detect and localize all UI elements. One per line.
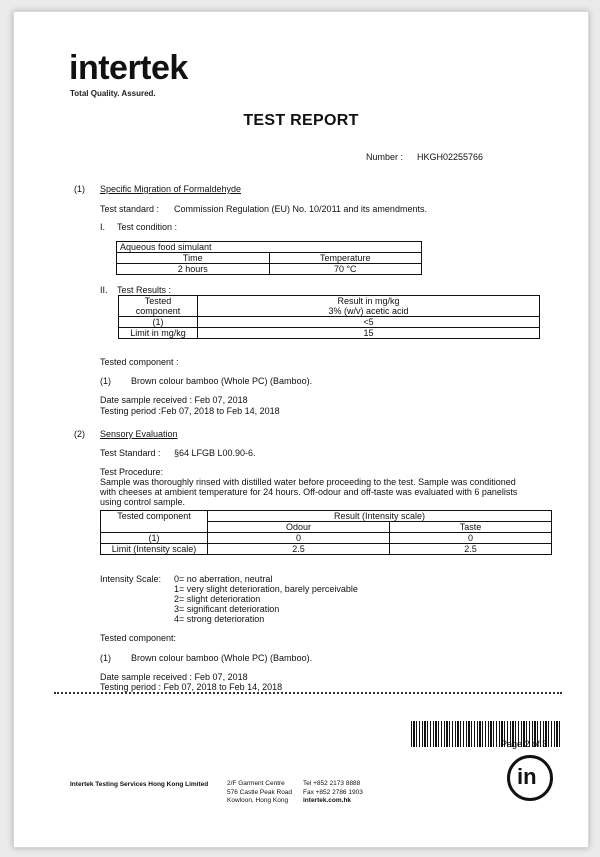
intensity-scale-label: Intensity Scale:	[100, 574, 162, 584]
test-condition-label: Test condition :	[117, 222, 178, 232]
sensory-limit-odour: 2.5	[208, 544, 390, 555]
section2-date-received: Date sample received : Feb 07, 2018	[100, 672, 248, 682]
results-header-component	[119, 296, 198, 317]
sensory-row1-odour: 0	[208, 533, 390, 544]
sensory-limit-taste: 2.5	[390, 544, 552, 555]
footer-website: intertek.com.hk	[303, 797, 352, 804]
sensory-header-taste: Taste	[390, 522, 552, 533]
logo-tagline: Total Quality. Assured.	[70, 89, 156, 98]
results-header-result	[198, 296, 540, 317]
section2-tested-label: Tested component:	[100, 633, 177, 643]
results-header-unit: Result in mg/kg	[337, 296, 400, 306]
results-header-simulant: 3% (w/v) acetic acid	[328, 306, 409, 316]
footer-address-line-1: 2/F Garment Centre	[227, 780, 285, 787]
section2-number: (2)	[74, 429, 85, 439]
condition-table-title: Aqueous food simulant	[117, 242, 422, 253]
sensory-row1-component: (1)	[101, 533, 208, 544]
intensity-scale-item-0: 0= no aberration, neutral	[174, 574, 273, 584]
section1-standard-value: Commission Regulation (EU) No. 10/2011 and its amendments.	[174, 204, 427, 214]
footer-company-name: Intertek Testing Services Hong Kong Limited	[70, 781, 209, 788]
sensory-header-component: Tested component	[101, 511, 208, 533]
intensity-scale-item-1: 1= very slight deterioration, barely perceivable	[174, 584, 358, 594]
section1-date-received: Date sample received : Feb 07, 2018	[100, 395, 248, 405]
procedure-line-2: with cheeses at ambient temperature for 24 hours. Off-odour and off-taste was evaluated with 6 panelists	[100, 487, 518, 497]
results-row1-value: <5	[198, 317, 540, 328]
footer-contact	[303, 780, 363, 806]
procedure-line-3: using control sample.	[100, 497, 186, 507]
footer-fax: Fax +852 2786 1903	[303, 788, 363, 796]
in-icon-text: in	[517, 764, 537, 789]
report-page	[13, 11, 589, 848]
intensity-scale-item-3: 3= significant deterioration	[174, 604, 280, 614]
test-results-number: II.	[100, 285, 108, 295]
footer-address	[227, 780, 292, 806]
test-condition-table	[116, 241, 422, 275]
section2-heading: Sensory Evaluation	[100, 429, 178, 439]
report-number-value: HKGH02255766	[417, 152, 484, 162]
footer-address-line-3: Kowloon, Hong Kong	[227, 797, 289, 804]
section1-heading: Specific Migration of Formaldehyde	[100, 184, 242, 194]
procedure-line-1: Sample was thoroughly rinsed with distilled water before proceeding to the test. Sample was conditioned	[100, 477, 516, 487]
footer-tel: Tel +852 2173 8888	[303, 780, 361, 787]
results-header-component-word: component	[135, 306, 181, 316]
condition-col-time: Time	[117, 253, 270, 264]
report-number-label: Number :	[366, 152, 404, 162]
section2-standard-value: §64 LFGB L00.90-6.	[174, 448, 256, 458]
intertek-in-icon	[507, 755, 553, 801]
procedure-label: Test Procedure:	[100, 467, 164, 477]
condition-temperature-value: 70 °C	[269, 264, 422, 275]
sensory-header-result: Result (Intensity scale)	[208, 511, 552, 522]
dotted-separator	[54, 692, 562, 694]
section1-tested-number: (1)	[100, 376, 111, 386]
page-title: TEST REPORT	[243, 112, 359, 129]
section2-standard-label: Test Standard :	[100, 448, 161, 458]
sensory-header-odour: Odour	[208, 522, 390, 533]
intensity-scale-item-4: 4= strong deterioration	[174, 614, 265, 624]
condition-time-value: 2 hours	[117, 264, 270, 275]
section2-testing-period: Testing period : Feb 07, 2018 to Feb 14, 2018	[100, 682, 283, 692]
sensory-row1-taste: 0	[390, 533, 552, 544]
section2-tested-number: (1)	[100, 653, 111, 663]
page-number: Page 2 of 3	[501, 739, 548, 749]
condition-col-temperature: Temperature	[269, 253, 422, 264]
section1-testing-period: Testing period :Feb 07, 2018 to Feb 14, 2018	[100, 406, 280, 416]
intensity-scale-item-2: 2= slight deterioration	[174, 594, 261, 604]
intertek-logo: intertek	[69, 49, 188, 87]
results-header-tested: Tested	[144, 296, 172, 306]
section2-tested-value: Brown colour bamboo (Whole PC) (Bamboo).	[131, 653, 313, 663]
test-condition-number: I.	[100, 222, 106, 232]
sensory-limit-label: Limit (Intensity scale)	[101, 544, 208, 555]
section1-number: (1)	[74, 184, 85, 194]
section1-tested-value: Brown colour bamboo (Whole PC) (Bamboo).	[131, 376, 313, 386]
footer-company	[70, 781, 208, 790]
sensory-table	[100, 510, 552, 555]
results-limit-value: 15	[198, 328, 540, 339]
section1-tested-label: Tested component :	[100, 357, 179, 367]
footer-address-line-2: 576 Castle Peak Road	[227, 788, 293, 796]
test-results-table	[118, 295, 540, 339]
results-limit-label: Limit in mg/kg	[119, 328, 198, 339]
results-row1-component: (1)	[119, 317, 198, 328]
section1-standard-label: Test standard :	[100, 204, 160, 214]
test-results-label: Test Results :	[117, 285, 172, 295]
